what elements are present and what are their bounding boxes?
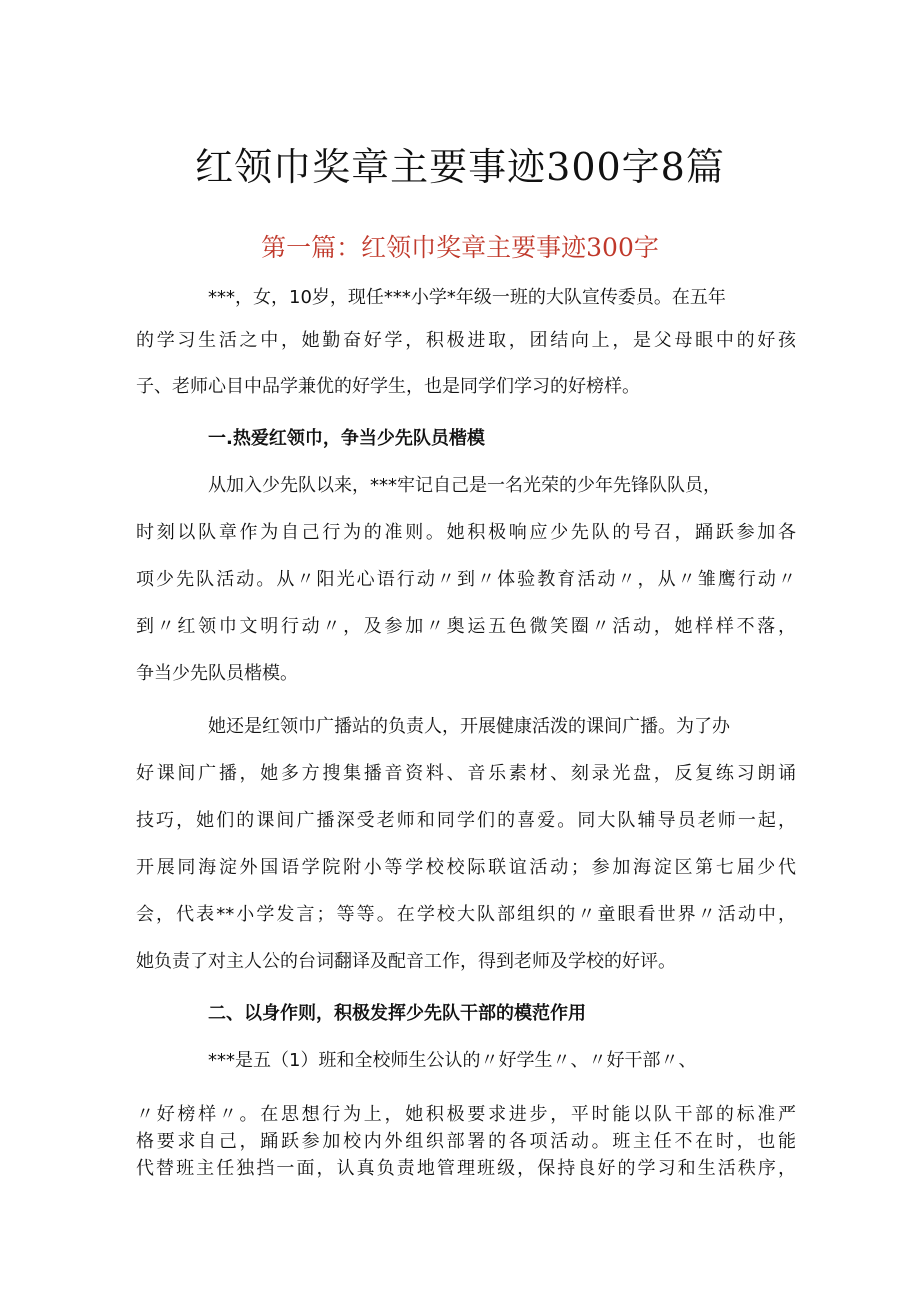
- section-title: 第一篇：红领巾奖章主要事迹300字: [261, 233, 659, 262]
- paragraph-line: 技巧，她们的课间广播深受老师和同学们的喜爱。同大队辅导员老师一起，: [136, 810, 796, 831]
- paragraph-line: 子、老师心目中品学兼优的好学生，也是同学们学习的好榜样。: [136, 376, 640, 397]
- document-title: 红领巾奖章主要事迹300字8篇: [195, 145, 725, 189]
- paragraph-line: 项少先队活动。从〃阳光心语行动〃到〃体验教育活动〃，从〃雏鹰行动〃: [136, 569, 796, 590]
- paragraph-line: 好课间广播，她多方搜集播音资料、音乐素材、刻录光盘，反复练习朗诵: [136, 763, 796, 784]
- paragraph-line: 她负责了对主人公的台词翻译及配音工作，得到老师及学校的好评。: [136, 951, 676, 972]
- section-heading: 二、以身作则，积极发挥少先队干部的模范作用: [208, 1003, 586, 1024]
- paragraph-line: 格要求自己，踊跃参加校内外组织部署的各项活动。班主任不在时，也能: [136, 1131, 796, 1152]
- paragraph-line: 代替班主任独挡一面，认真负责地管理班级，保持良好的学习和生活秩序，: [136, 1158, 796, 1179]
- paragraph-line: 到〃红领巾文明行动〃，及参加〃奥运五色微笑圈〃活动，她样样不落，: [136, 616, 796, 637]
- paragraph-line: 〃好榜样〃。在思想行为上，她积极要求进步，平时能以队干部的标准严: [136, 1104, 796, 1125]
- section-heading: 一.热爱红领巾，争当少先队员楷模: [208, 428, 485, 449]
- paragraph-line: 她还是红领巾广播站的负责人，开展健康活泼的课间广播。为了办: [208, 716, 730, 737]
- paragraph-line: ***，女，10岁，现任***小学*年级一班的大队宣传委员。在五年: [208, 287, 726, 308]
- paragraph-line: 会，代表**小学发言；等等。在学校大队部组织的〃童眼看世界〃活动中，: [136, 904, 796, 925]
- paragraph-line: 的学习生活之中，她勤奋好学，积极进取，团结向上，是父母眼中的好孩: [136, 330, 796, 351]
- paragraph-line: 从加入少先队以来，***牢记自己是一名光荣的少年先锋队队员，: [208, 475, 721, 496]
- paragraph-line: ***是五（1）班和全校师生公认的〃好学生〃、〃好干部〃、: [208, 1050, 697, 1071]
- paragraph-line: 开展同海淀外国语学院附小等学校校际联谊活动；参加海淀区第七届少代: [136, 857, 796, 878]
- paragraph-line: 争当少先队员楷模。: [136, 663, 298, 684]
- paragraph-line: 时刻以队章作为自己行为的准则。她积极响应少先队的号召，踊跃参加各: [136, 522, 796, 543]
